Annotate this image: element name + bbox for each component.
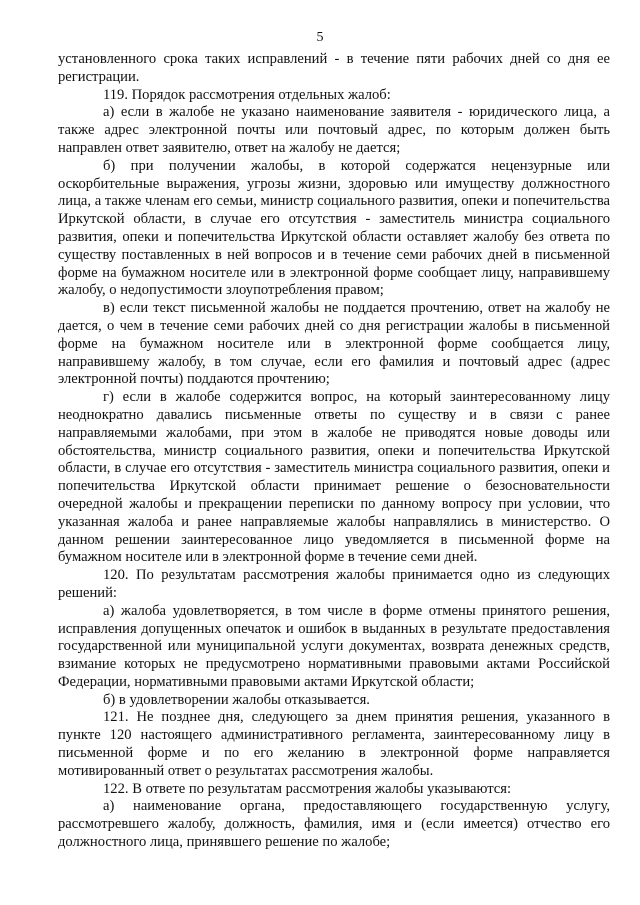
document-body (58, 51, 610, 852)
paragraph-clause-122: 122. В ответе по результатам рассмотрения жалобы указываются: (103, 780, 512, 797)
paragraph-119-a: а) если в жалобе не указано наименование заявителя - юридического лица, а также адрес электронной почты или почтовый адрес, по которым должен быть направлен ответ заявителю, ответ на жалобу не дается; (58, 104, 610, 156)
paragraph-clause-120: 120. По результатам рассмотрения жалобы принимается одно из следующих решений: (58, 567, 610, 601)
paragraph-120-b: б) в удовлетворении жалобы отказывается. (103, 691, 370, 708)
paragraph-119-b: б) при получении жалобы, в которой содержатся нецензурные или оскорбительные выражения, угрозы жизни, здоровью или имуществу должностного лица, а также членам его семьи, министр социального развития, опеки и попечительства Иркутской области, в случае его отсутствия - заместитель министра социального развития, опеки и попечительства Иркутской области оставляет жалобу без ответа по существу поставленных в ней вопросов и в течение семи рабочих дней в письменной форме на бумажном носителе или в электронной форме сообщает лицу, направившему жалобу, о недопустимости злоупотребления правом; (58, 157, 610, 299)
paragraph-122-a: а) наименование органа, предоставляющего государственную услугу, рассмотревшего жалобу, должность, фамилия, имя и (если имеется) отчество его должностного лица, принявшего решение по жалобе; (58, 798, 610, 851)
paragraph-119-v: в) если текст письменной жалобы не поддается прочтению, ответ на жалобу не дается, о чем в течение семи рабочих дней со дня регистрации жалобы в письменной форме на бумажном носителе или в электронной форме сообщается лицу, направившему жалобу, в том случае, если его фамилия и почтовый адрес (адрес электронной почты) поддаются прочтению; (58, 300, 610, 388)
paragraph-continuation: установленного срока таких исправлений - в течение пяти рабочих дней со дня ее регистрации. (58, 51, 610, 85)
paragraph-119-g: г) если в жалобе содержится вопрос, на который заинтересованному лицу неоднократно давались письменные ответы по существу и в связи с ранее направляемыми жалобами, при этом в жалобе не приводятся новые доводы или обстоятельства, министр социального развития, опеки и попечительства Иркутской области, в случае его отсутствия - заместитель министра социального развития, опеки и попечительства Иркутской области принимает решение о безосновательности очередной жалобы и прекращении переписки по данному вопросу при условии, что указанная жалоба и ранее направляемые жалобы направлялись в министерство. О данном решении заинтересованное лицо уведомляется в письменной форме на бумажном носителе или в электронной форме в течение семи дней. (58, 389, 610, 566)
paragraph-clause-119: 119. Порядок рассмотрения отдельных жалоб: (103, 86, 391, 103)
paragraph-120-a: а) жалоба удовлетворяется, в том числе в форме отмены принятого решения, исправления допущенных опечаток и ошибок в выданных в результате предоставления государственной или муниципальной услуги документах, возврата денежных средств, взимание которых не предусмотрено нормативными правовыми актами Российской Федерации, нормативными правовыми актами Иркутской области; (58, 602, 610, 690)
page-number: 5 (316, 30, 324, 45)
paragraph-clause-121: 121. Не позднее дня, следующего за днем принятия решения, указанного в пункте 120 настоящего административного регламента, заинтересованному лицу в письменной форме и по его желанию в электронной форме направляется мотивированный ответ о результатах рассмотрения жалобы. (58, 709, 610, 779)
